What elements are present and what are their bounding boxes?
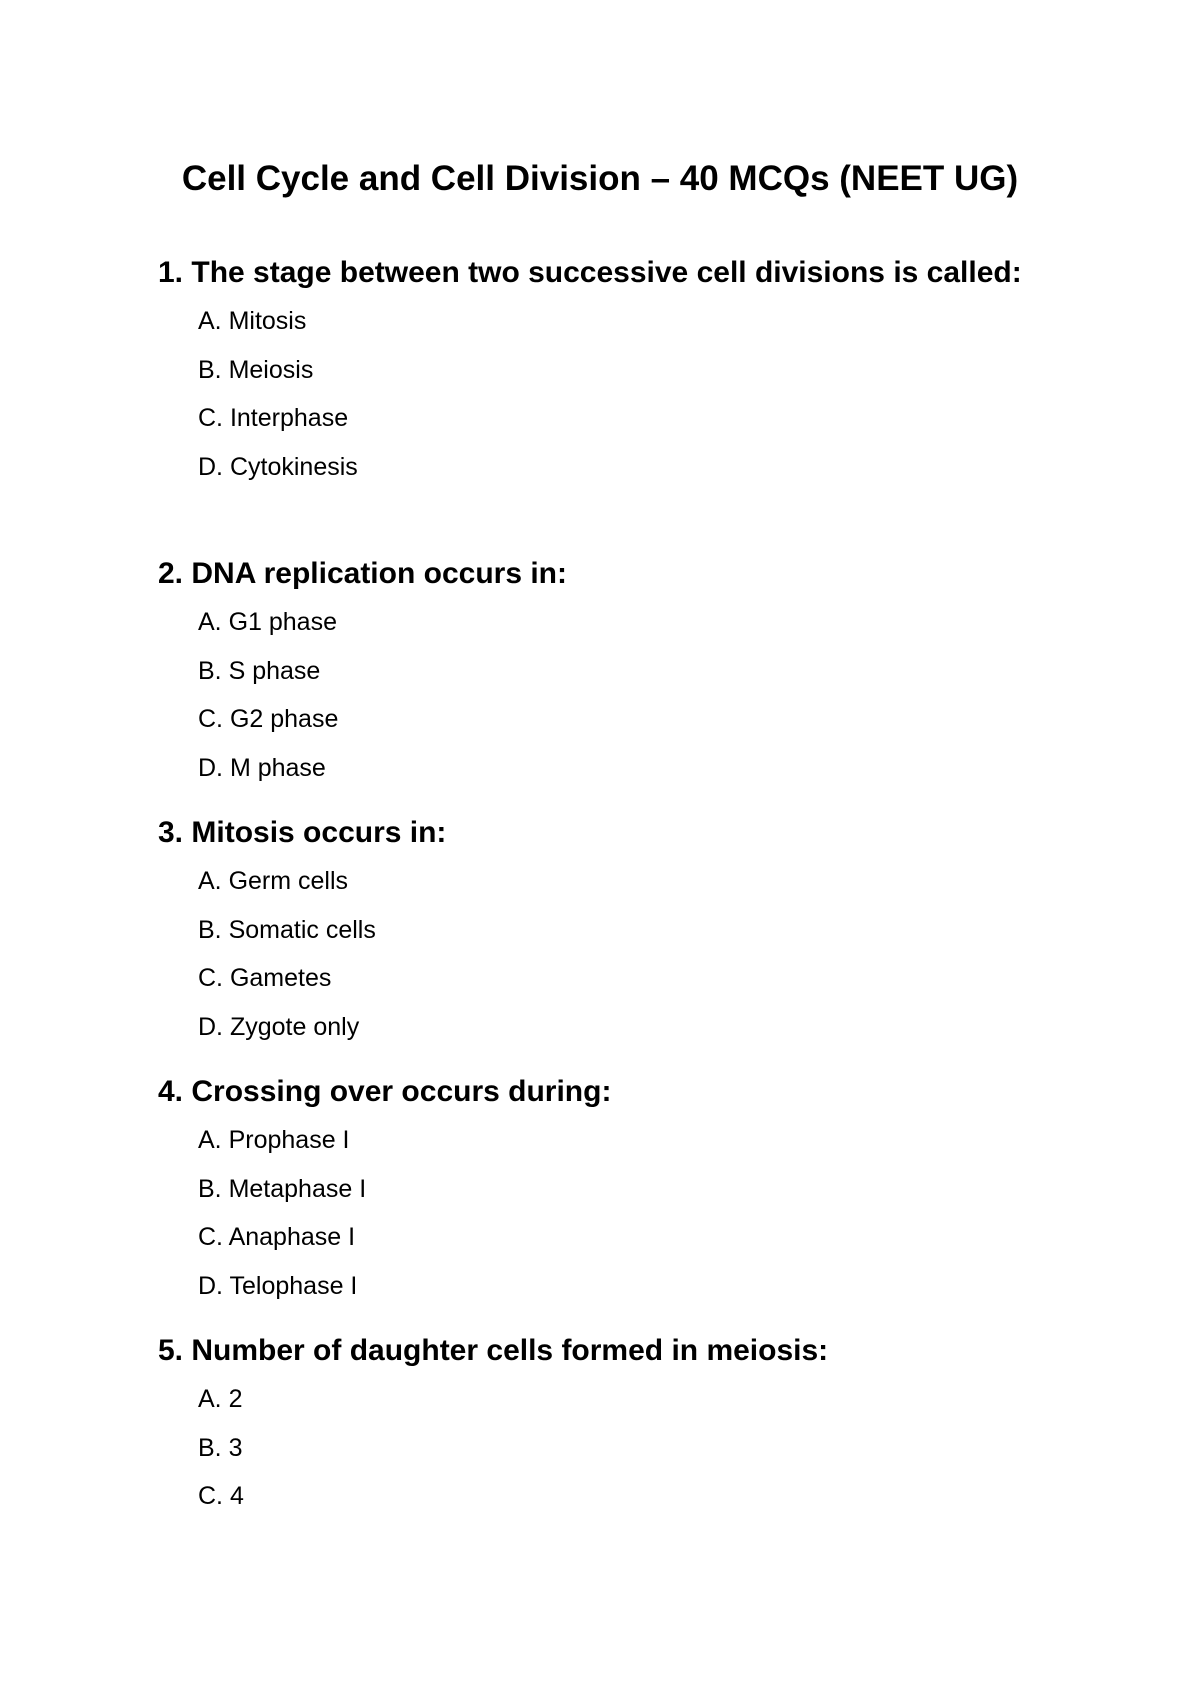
option-d xyxy=(198,1003,1038,1052)
option-c xyxy=(198,954,1038,1003)
option-c xyxy=(198,695,1038,744)
option-letter: A. xyxy=(198,867,222,895)
option-letter: C. xyxy=(198,705,223,733)
option-text: 3 xyxy=(228,1433,243,1462)
option-b xyxy=(198,647,1038,696)
option-list xyxy=(158,598,1038,792)
question-3 xyxy=(158,812,1038,1051)
option-list xyxy=(158,857,1038,1051)
page-title: Cell Cycle and Cell Division – 40 MCQs (NEET UG) xyxy=(181,159,1019,198)
question-text xyxy=(158,812,1038,853)
option-text: Germ cells xyxy=(228,867,349,895)
option-c xyxy=(198,1213,1038,1262)
question-prompt: DNA replication occurs in: xyxy=(191,557,567,590)
question-prompt: Number of daughter cells formed in meiosis: xyxy=(191,1334,829,1367)
question-5 xyxy=(158,1330,1038,1521)
question-text xyxy=(158,553,1038,594)
option-letter: A. xyxy=(198,1385,222,1413)
option-c xyxy=(198,394,1038,443)
option-d xyxy=(198,744,1038,793)
option-list xyxy=(158,1375,1038,1521)
option-text: Zygote only xyxy=(229,1012,360,1041)
option-text: 4 xyxy=(229,1482,244,1510)
option-text: M phase xyxy=(229,753,326,782)
option-list xyxy=(158,1116,1038,1310)
question-number: 5. xyxy=(158,1334,184,1367)
option-letter: C. xyxy=(198,1482,223,1510)
option-b xyxy=(198,1165,1038,1214)
question-prompt: Crossing over occurs during: xyxy=(191,1075,612,1108)
option-text: G2 phase xyxy=(229,705,339,733)
option-text: Prophase I xyxy=(228,1126,350,1154)
option-text: Somatic cells xyxy=(228,915,376,944)
option-text: Metaphase I xyxy=(228,1174,367,1203)
option-text: Gametes xyxy=(229,964,332,992)
option-letter: C. xyxy=(198,964,223,992)
question-2 xyxy=(158,553,1038,792)
option-a xyxy=(198,857,1038,906)
question-number: 2. xyxy=(158,557,184,590)
question-text xyxy=(158,1071,1038,1112)
option-letter: D. xyxy=(198,1012,223,1041)
option-letter: A. xyxy=(198,608,222,636)
option-a xyxy=(198,1375,1038,1424)
question-text xyxy=(158,252,1038,293)
option-letter: B. xyxy=(198,355,222,384)
option-text: S phase xyxy=(228,656,321,685)
option-list xyxy=(158,297,1038,491)
option-text: Meiosis xyxy=(228,355,314,384)
option-text: Mitosis xyxy=(228,307,307,335)
option-a xyxy=(198,598,1038,647)
option-text: Cytokinesis xyxy=(229,452,358,481)
option-d xyxy=(198,443,1038,492)
option-letter: B. xyxy=(198,656,222,685)
option-text: 2 xyxy=(228,1385,243,1413)
option-text: Anaphase I xyxy=(228,1223,356,1251)
option-b xyxy=(198,346,1038,395)
option-c xyxy=(198,1472,1038,1521)
question-prompt: Mitosis occurs in: xyxy=(191,816,447,849)
option-letter: A. xyxy=(198,307,222,335)
option-d xyxy=(198,1262,1038,1311)
option-letter: C. xyxy=(198,404,223,432)
option-text: G1 phase xyxy=(228,608,337,636)
question-4 xyxy=(158,1071,1038,1310)
question-number: 3. xyxy=(158,816,184,849)
option-letter: B. xyxy=(198,915,222,944)
option-a xyxy=(198,1116,1038,1165)
question-number: 4. xyxy=(158,1075,184,1108)
option-letter: A. xyxy=(198,1126,222,1154)
option-letter: D. xyxy=(198,452,223,481)
option-a xyxy=(198,297,1038,346)
option-letter: B. xyxy=(198,1433,222,1462)
option-text: Telophase I xyxy=(229,1271,358,1300)
question-1 xyxy=(158,252,1038,491)
question-number: 1. xyxy=(158,256,184,289)
option-letter: D. xyxy=(198,753,223,782)
option-letter: B. xyxy=(198,1174,222,1203)
option-b xyxy=(198,1424,1038,1473)
option-text: Interphase xyxy=(229,404,349,432)
option-letter: C. xyxy=(198,1223,223,1251)
option-letter: D. xyxy=(198,1271,223,1300)
question-prompt: The stage between two successive cell divisions is called: xyxy=(191,256,1022,289)
question-text xyxy=(158,1330,1038,1371)
option-b xyxy=(198,906,1038,955)
